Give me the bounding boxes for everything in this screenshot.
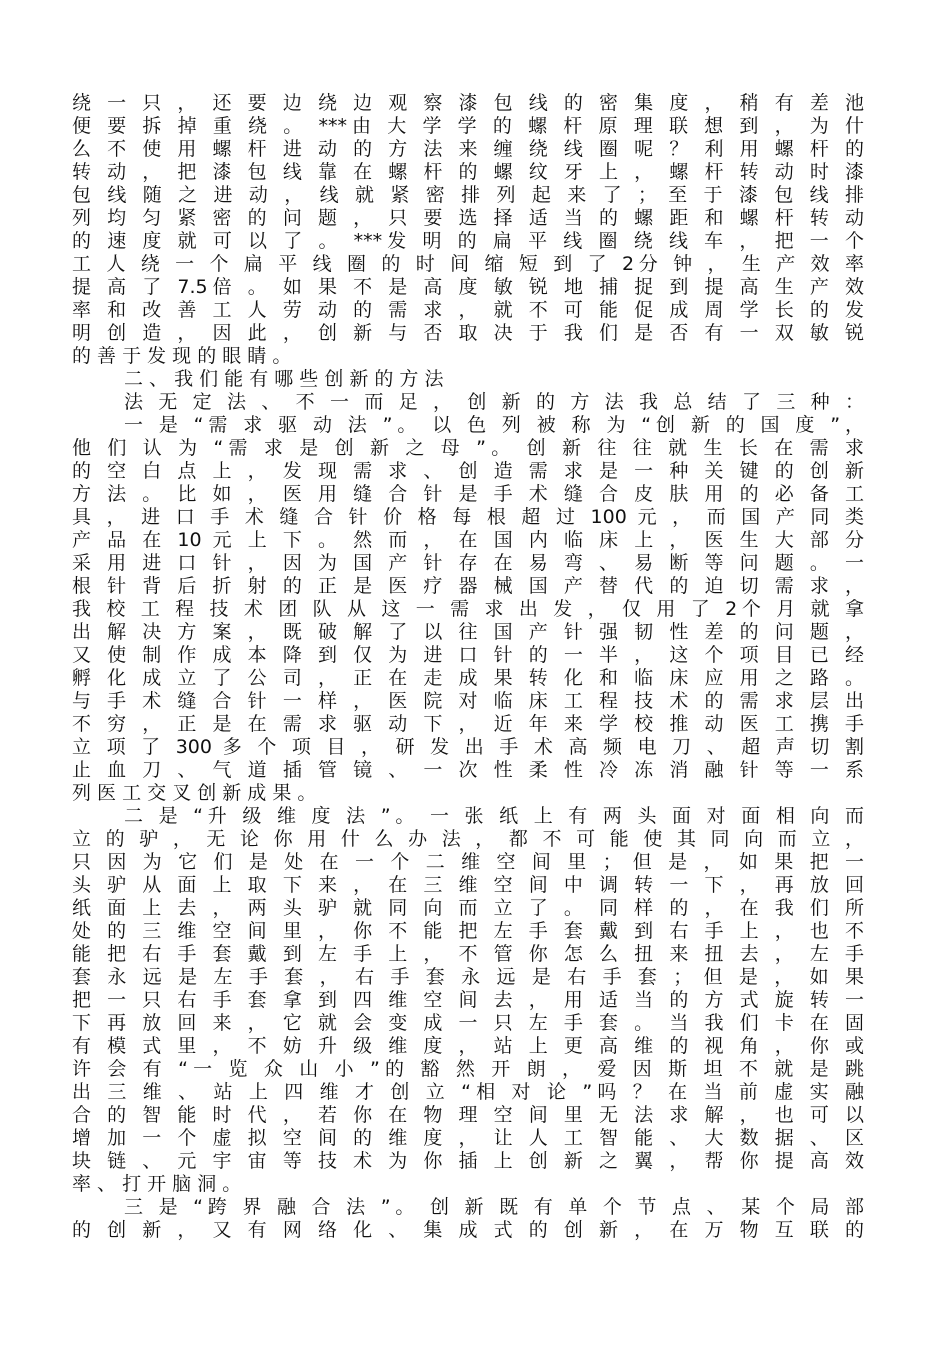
text-line: 我 校 工 程 技 术 团 队 从 这 一 需 求 出 发 ， 仅 用 了 2个 月 就 拿 (72, 598, 864, 620)
text-line: 把 一 只 右 手 套 拿 到 四 维 空 间 去 ， 用 适 当 的 方 式 旋 转 一 (72, 989, 864, 1011)
text-line: 不 穷 ， 正 是 在 需 求 驱 动 下 ， 近 年 来 学 校 推 动 医 工 携 手 (72, 713, 864, 735)
text-line: 采 用 进 口 针 ， 因 为 国 产 针 存 在 易 弯 、 易 断 等 问 题 。 一 (72, 552, 864, 574)
text-line: 提 高 了 7.5倍 。 如 果 不 是 高 度 敏 锐 地 捕 捉 到 提 高 生 产 效 (72, 276, 864, 298)
text-line: 的 创 新 ， 又 有 网 络 化 、 集 成 式 的 创 新 ， 在 万 物 互 联 的 (72, 1219, 864, 1241)
text-line: 的 速 度 就 可 以 了 。 ***发 明 的 扁 平 线 圈 绕 线 车 ， 把 一 个 (72, 230, 864, 252)
text-line: 他 们 认 为 “需 求 是 创 新 之 母 ”。 创 新 往 往 就 生 长 在 需 求 (72, 437, 864, 459)
text-line: 产 品 在 10 元 上 下 。 然 而 ， 在 国 内 临 床 上 ， 医 生 大 部 分 (72, 529, 864, 551)
text-line: 合 的 智 能 时 代 ， 若 你 在 物 理 空 间 里 无 法 求 解 ， 也 可 以 (72, 1104, 864, 1126)
text-line: 一 是 “需 求 驱 动 法 ”。 以 色 列 被 称 为 “创 新 的 国 度 ”， (124, 414, 864, 436)
text-line: 止 血 刀 、 气 道 插 管 镜 、 一 次 性 柔 性 冷 冻 消 融 针 等 一 系 (72, 759, 864, 781)
document-page (72, 92, 864, 1242)
text-line: 的 空 白 点 上 ， 发 现 需 求 、 创 造 需 求 是 一 种 关 键 的 创 新 (72, 460, 864, 482)
text-line: 能 把 右 手 套 戴 到 左 手 上 ， 不 管 你 怎 么 扭 来 扭 去 ， 左 手 (72, 943, 864, 965)
text-line: 法 无 定 法 、 不 一 而 足 ， 创 新 的 方 法 我 总 结 了 三 种 ： (124, 391, 864, 413)
text-line: 又 使 制 作 成 本 降 到 仅 为 进 口 针 的 一 半 ， 这 个 项 目 已 经 (72, 644, 864, 666)
text-line: 的 善 于 发 现 的 眼 睛 。 (72, 345, 292, 367)
text-line: 具 ， 进 口 手 术 缝 合 针 价 格 每 根 超 过 100 元 ， 而 国 产 同 类 (72, 506, 864, 528)
text-line: 纸 面 上 去 ， 两 头 驴 就 同 向 而 立 了 。 同 样 的 ， 在 我 们 所 (72, 897, 864, 919)
text-line: 明 创 造 ， 因 此 ， 创 新 与 否 取 决 于 我 们 是 否 有 一 双 敏 锐 (72, 322, 864, 344)
text-line: 下 再 放 回 来 ， 它 就 会 变 成 一 只 左 手 套 。 当 我 们 卡 在 固 (72, 1012, 864, 1034)
text-line: 许 会 有 “一 览 众 山 小 ”的 豁 然 开 朗 ， 爱 因 斯 坦 不 就 是 跳 (72, 1058, 864, 1080)
text-line: 转 动 ， 把 漆 包 线 靠 在 螺 杆 的 螺 纹 牙 上 ， 螺 杆 转 动 时 漆 (72, 161, 864, 183)
text-line: 孵 化 成 立 了 公 司 ， 正 在 走 成 果 转 化 和 临 床 应 用 之 路 。 (72, 667, 864, 689)
text-line: 头 驴 从 面 上 取 下 来 ， 在 三 维 空 间 中 调 转 一 下 ， 再 放 回 (72, 874, 864, 896)
text-line: 率 、 打 开 脑 洞 。 (72, 1173, 242, 1195)
text-line: 立 的 驴 ， 无 论 你 用 什 么 办 法 ， 都 不 可 能 使 其 同 向 而 立 ， (72, 828, 864, 850)
text-line: 包 线 随 之 进 动 ， 线 就 紧 密 排 列 起 来 了 ； 至 于 漆 包 线 排 (72, 184, 864, 206)
text-line: 么 不 使 用 螺 杆 进 动 的 方 法 来 缠 绕 线 圈 呢 ？ 利 用 螺 杆 的 (72, 138, 864, 160)
text-line: 列 医 工 交 叉 创 新 成 果 。 (72, 782, 317, 804)
text-line: 三 是 “跨 界 融 合 法 ”。 创 新 既 有 单 个 节 点 、 某 个 局 部 (124, 1196, 864, 1218)
text-line: 便 要 拆 掉 重 绕 。 ***由 大 学 学 的 螺 杆 原 理 联 想 到 ， 为 什 (72, 115, 864, 137)
text-line: 块 链 、 元 宇 宙 等 技 术 为 你 插 上 创 新 之 翼 ， 帮 你 提 高 效 (72, 1150, 864, 1172)
text-line: 立 项 了 300 多 个 项 目 ， 研 发 出 手 术 高 频 电 刀 、 超 声 切 割 (72, 736, 864, 758)
text-line: 有 模 式 里 ， 不 妨 升 级 维 度 ， 站 上 更 高 维 的 视 角 ， 你 或 (72, 1035, 864, 1057)
text-line: 增 加 一 个 虚 拟 空 间 的 维 度 ， 让 人 工 智 能 、 大 数 据 、 区 (72, 1127, 864, 1149)
text-line: 方 法 。 比 如 ， 医 用 缝 合 针 是 手 术 缝 合 皮 肤 用 的 必 备 工 (72, 483, 864, 505)
text-line: 二 、 我 们 能 有 哪 些 创 新 的 方 法 (124, 368, 444, 390)
text-line: 处 的 三 维 空 间 里 ， 你 不 能 把 左 手 套 戴 到 右 手 上 ， 也 不 (72, 920, 864, 942)
text-line: 只 因 为 它 们 是 处 在 一 个 二 维 空 间 里 ； 但 是 ， 如 果 把 一 (72, 851, 864, 873)
text-line: 率 和 改 善 工 人 劳 动 的 需 求 ， 就 不 可 能 促 成 周 学 长 的 发 (72, 299, 864, 321)
text-line: 二 是 “升 级 维 度 法 ”。 一 张 纸 上 有 两 头 面 对 面 相 向 而 (124, 805, 864, 827)
text-line: 套 永 远 是 左 手 套 ， 右 手 套 永 远 是 右 手 套 ； 但 是 ， 如 果 (72, 966, 864, 988)
text-line: 绕 一 只 ， 还 要 边 绕 边 观 察 漆 包 线 的 密 集 度 ， 稍 有 差 池 (72, 92, 864, 114)
text-line: 列 均 匀 紧 密 的 问 题 ， 只 要 选 择 适 当 的 螺 距 和 螺 杆 转 动 (72, 207, 864, 229)
text-line: 与 手 术 缝 合 针 一 样 ， 医 院 对 临 床 工 程 技 术 的 需 求 层 出 (72, 690, 864, 712)
text-line: 出 三 维 、 站 上 四 维 才 创 立 “相 对 论 ”吗 ？ 在 当 前 虚 实 融 (72, 1081, 864, 1103)
text-line: 根 针 背 后 折 射 的 正 是 医 疗 器 械 国 产 替 代 的 迫 切 需 求 ， (72, 575, 864, 597)
text-line: 工 人 绕 一 个 扁 平 线 圈 的 时 间 缩 短 到 了 2分 钟 ， 生 产 效 率 (72, 253, 864, 275)
text-line: 出 解 决 方 案 ， 既 破 解 了 以 往 国 产 针 强 韧 性 差 的 问 题 ， (72, 621, 864, 643)
